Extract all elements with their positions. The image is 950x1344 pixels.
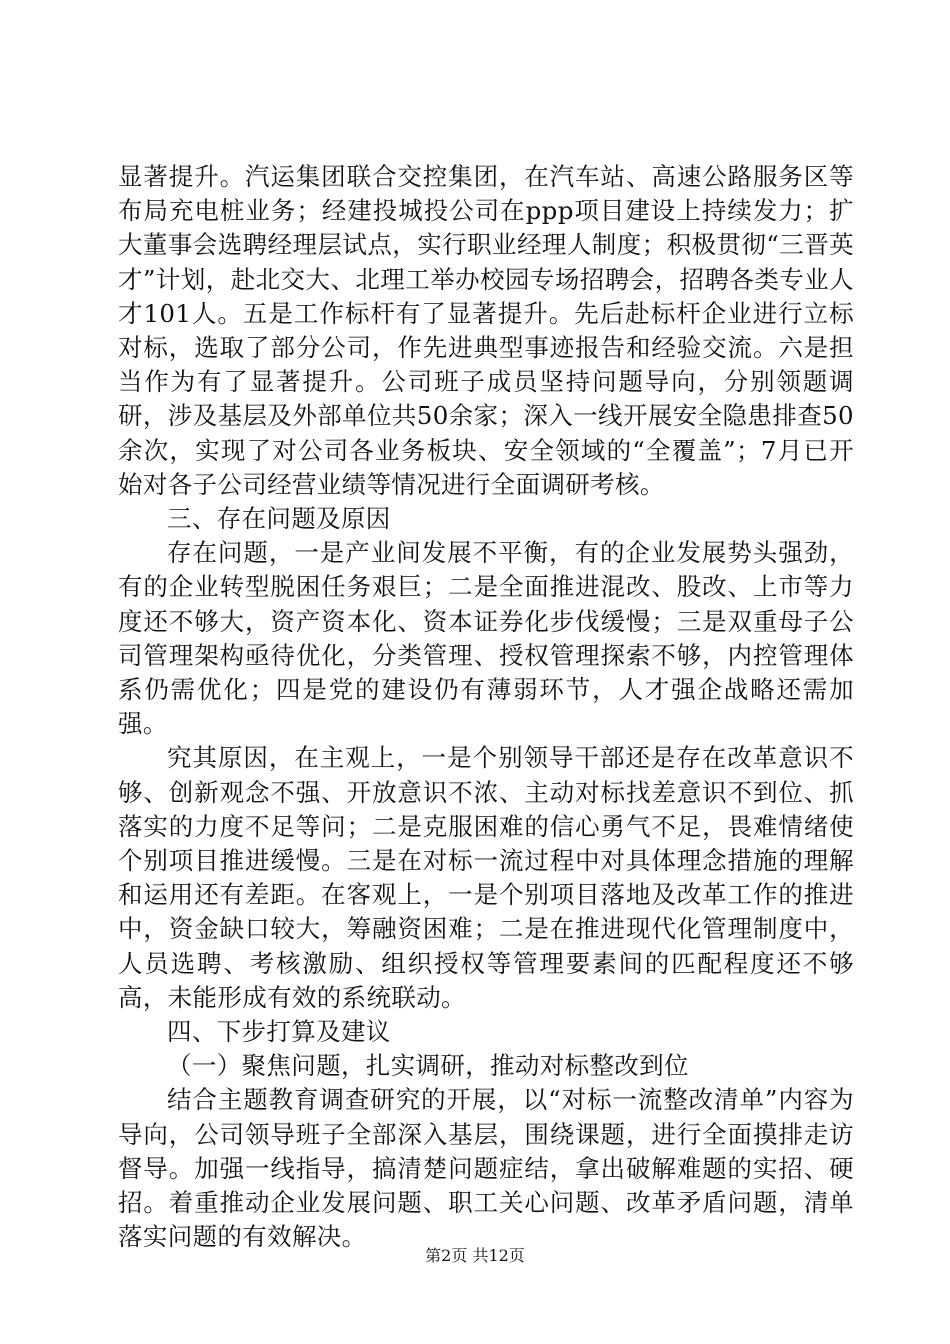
paragraph-problems: 存在问题，一是产业间发展不平衡，有的企业发展势头强劲，有的企业转型脱困任务艰巨；二是全面推进混改、股改、上市等力度还不够大，资产资本化、资本证券化步伐缓慢；三是双重母子公司管理架构亟待优化，分类管理、授权管理探索不够，内控管理体系仍需优化；四是党的建设仍有薄弱环节，人才强企战略还需加强。 bbox=[118, 538, 854, 739]
section-heading-plans: 四、下步打算及建议 bbox=[167, 1017, 391, 1047]
paragraph-causes: 究其原因，在主观上，一是个别领导干部还是存在改革意识不够、创新观念不强、开放意识不浓、主动对标找差意识不到位、抓落实的力度不足等问；二是克服困难的信心勇气不足，畏难情绪使个别项目推进缓慢。三是在对标一流过程中对具体理念措施的理解和运用还有差距。在客观上，一是个别项目落地及改革工作的推进中，资金缺口较大，筹融资困难；二是在推进现代化管理制度中，人员选聘、考核激励、组织授权等管理要素间的匹配程度还不够高，未能形成有效的系统联动。 bbox=[118, 743, 854, 1012]
section-heading-problems: 三、存在问题及原因 bbox=[167, 504, 391, 534]
page-number-footer: 第2页 共12页 bbox=[425, 1246, 525, 1265]
subsection-heading-1: （一）聚焦问题，扎实调研，推动对标整改到位 bbox=[167, 1051, 689, 1081]
document-body bbox=[118, 160, 854, 1255]
paragraph-continuation: 显著提升。汽运集团联合交控集团，在汽车站、高速公路服务区等布局充电桩业务；经建投城投公司在ppp项目建设上持续发力；扩大董事会选聘经理层试点，实行职业经理人制度；积极贯彻“三晋英才”计划，赴北交大、北理工举办校园专场招聘会，招聘各类专业人才101人。五是工作标杆有了显著提升。先后赴标杆企业进行立标对标，选取了部分公司，作先进典型事迹报告和经验交流。六是担当作为有了显著提升。公司班子成员坚持问题导向，分别领题调研，涉及基层及外部单位共50余家；深入一线开展安全隐患排查50余次，实现了对公司各业务板块、安全领域的“全覆盖”；7月已开始对各子公司经营业绩等情况进行全面调研考核。 bbox=[118, 162, 854, 499]
paragraph-plan-1: 结合主题教育调查研究的开展，以“对标一流整改清单”内容为导向，公司领导班子全部深入基层，围绕课题，进行全面摸排走访督导。加强一线指导，搞清楚问题症结，拿出破解难题的实招、硬招。着重推动企业发展问题、职工关心问题、改革矛盾问题，清单落实问题的有效解决。 bbox=[118, 1085, 854, 1252]
